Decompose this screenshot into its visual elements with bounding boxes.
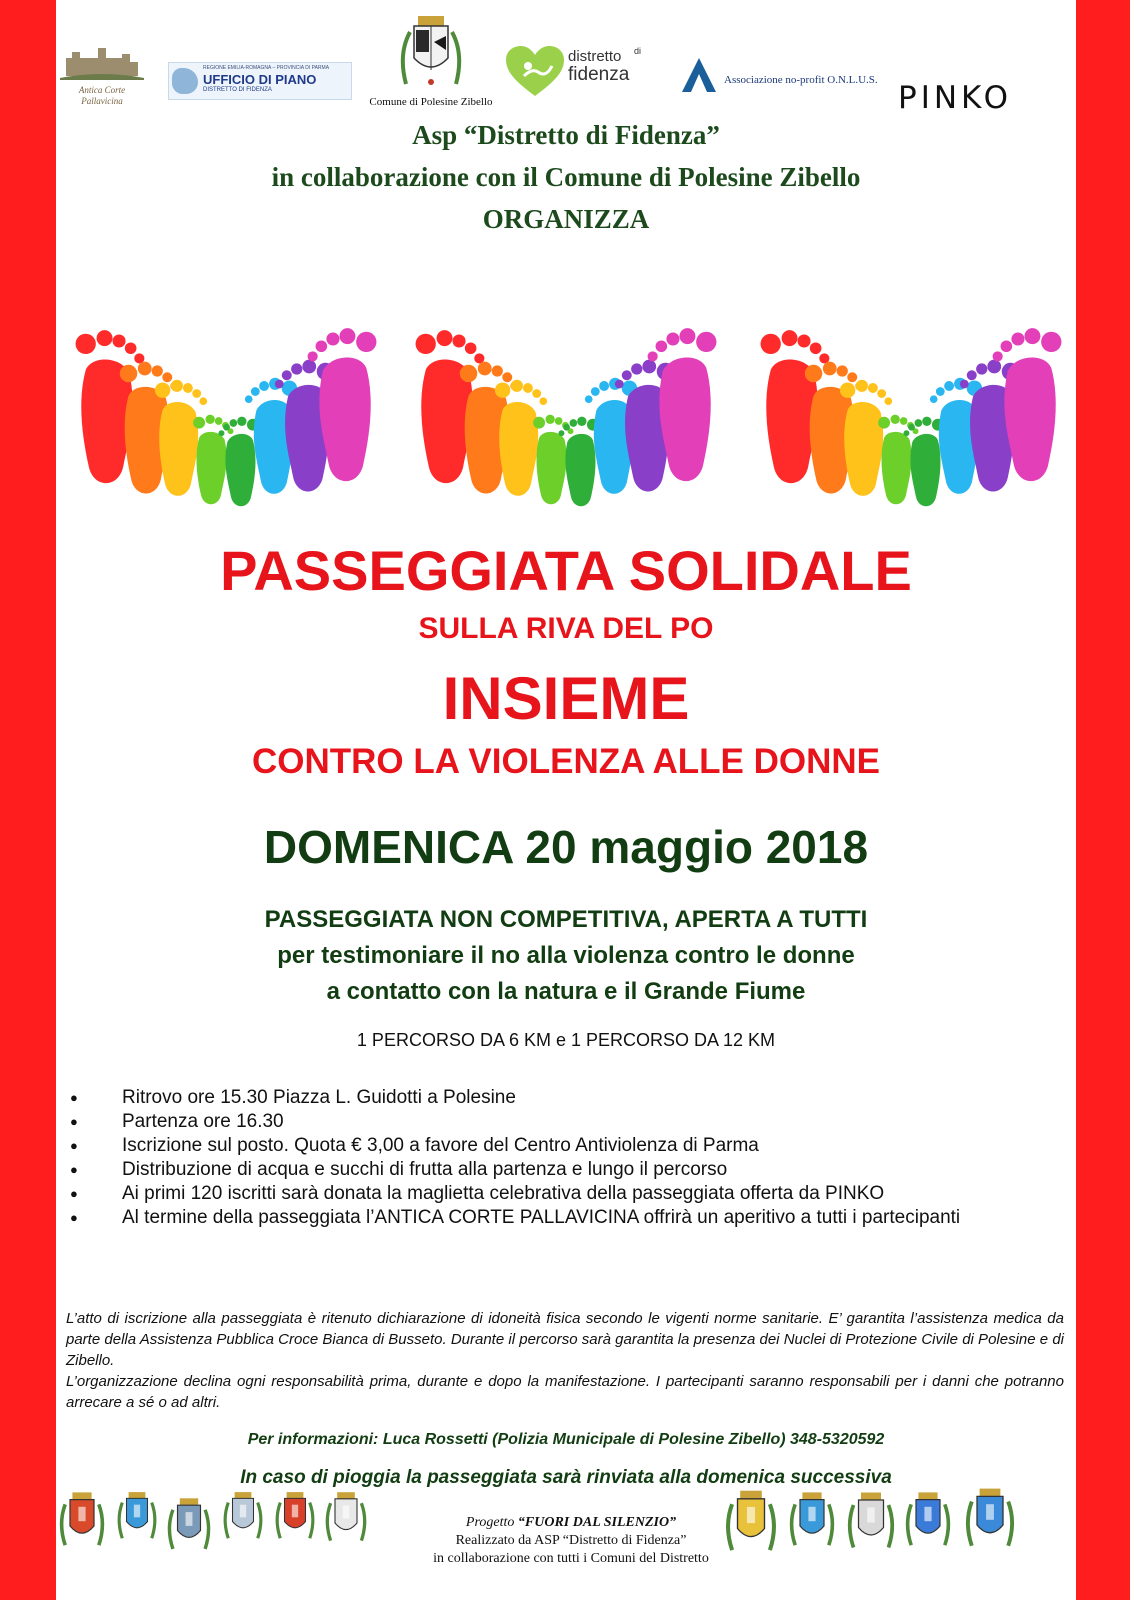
municipal-crest-icon	[274, 1490, 316, 1548]
list-item	[66, 1206, 1066, 1230]
footer-line3: in collaborazione con tutti i Comuni del Distretto	[433, 1551, 709, 1566]
event-contro: CONTRO LA VIOLENZA ALLE DONNE	[251, 742, 881, 781]
heart-icon	[506, 46, 564, 98]
organizer-line2: in collaborazione con il Comune di Polesine Zibello	[271, 162, 861, 192]
triangle-a-icon	[680, 56, 718, 94]
list-item	[66, 1110, 1066, 1134]
list-item	[66, 1086, 1066, 1110]
associazione-logo	[680, 54, 878, 98]
event-date: DOMENICA 20 maggio 2018	[263, 821, 869, 873]
distretto-fidenza: fidenza	[568, 64, 630, 85]
organizer-line1: Asp “Distretto di Fidenza”	[412, 120, 720, 150]
bullet-icon: ●	[70, 1186, 78, 1201]
ufficio-small-text: REGIONE EMILIA-ROMAGNA – PROVINCIA DI PARMA	[203, 65, 330, 71]
ufficio-map-icon	[172, 68, 198, 94]
distretto-di: di	[634, 46, 642, 56]
event-desc1: PASSEGGIATA NON COMPETITIVA, APERTA A TUTTI	[264, 906, 868, 933]
municipal-crest-icon	[964, 1486, 1016, 1556]
ufficio-title: UFFICIO DI PIANO	[203, 72, 317, 87]
distretto-word: distretto	[568, 48, 622, 65]
footer-line2: Realizzato da ASP “Distretto di Fidenza”	[455, 1533, 687, 1548]
event-title: PASSEGGIATA SOLIDALE	[220, 539, 912, 602]
bullet-icon: ●	[70, 1114, 78, 1129]
info-list	[66, 1086, 1066, 1230]
municipal-crest-icon	[324, 1490, 368, 1550]
organizer-line3: ORGANIZZA	[482, 204, 650, 234]
list-item	[66, 1158, 1066, 1182]
footer-text	[376, 1514, 766, 1568]
footer-progetto	[376, 1514, 766, 1532]
note-paragraph-1: L’atto di iscrizione alla passeggiata è ritenuto dichiarazione di idoneità fisica secondo le vigenti norme sanitarie. E’ garantita l’assistenza medica da parte della Assistenza Pubblica Croce Bianca di Busseto. Durante il percorso sarà garantita la presenza dei Nuclei di Protezione Civile di Polesine e di Zibello.	[66, 1310, 1064, 1369]
municipal-crest-icon	[116, 1490, 158, 1548]
progetto-label: Progetto	[465, 1515, 515, 1530]
antica-corte-line1: Antica Corte	[78, 85, 126, 95]
event-subtitle: SULLA RIVA DEL PO	[418, 612, 714, 645]
municipal-crest-icon	[846, 1490, 896, 1558]
municipal-crest-icon	[222, 1490, 264, 1548]
list-item-text: Partenza ore 16.30	[122, 1111, 284, 1132]
list-item-text: Ritrovo ore 15.30 Piazza L. Guidotti a Polesine	[122, 1087, 516, 1108]
footprints-illustration	[56, 298, 1076, 518]
list-item	[66, 1134, 1066, 1158]
event-desc2: per testimoniare il no alla violenza contro le donne	[277, 942, 855, 969]
municipal-crest-icon	[904, 1490, 952, 1555]
municipal-crest-icon	[58, 1490, 106, 1555]
comune-caption: Comune di Polesine Zibello	[369, 96, 493, 108]
info-contact: Per informazioni: Luca Rossetti (Polizia Municipale di Polesine Zibello) 348-5320592	[247, 1431, 885, 1448]
associazione-text: Associazione no-profit O.N.L.U.S.	[724, 74, 878, 86]
municipal-crest-icon	[166, 1496, 212, 1559]
list-item	[66, 1182, 1066, 1206]
note-paragraph-2: L’organizzazione declina ogni responsabilità prima, durante e dopo la manifestazione. I partecipanti saranno responsabili per i danni che potranno arrecare a sé o ad altri.	[66, 1373, 1064, 1411]
bullet-icon: ●	[70, 1210, 78, 1225]
comune-crest-icon	[396, 14, 466, 90]
list-item-text: Ai primi 120 iscritti sarà donata la maglietta celebrativa della passeggiata offerta da PINKO	[122, 1183, 885, 1204]
castle-icon	[58, 40, 146, 80]
ufficio-piano-logo	[168, 62, 352, 100]
distretto-fidenza-logo	[506, 40, 646, 102]
bullet-icon: ●	[70, 1162, 78, 1177]
ufficio-sub: DISTRETTO DI FIDENZA	[203, 87, 272, 93]
event-percorsi: 1 PERCORSO DA 6 KM e 1 PERCORSO DA 12 KM	[356, 1030, 776, 1050]
bullet-icon: ●	[70, 1138, 78, 1153]
municipal-crest-icon	[788, 1490, 836, 1555]
event-desc3: a contatto con la natura e il Grande Fiume	[326, 978, 806, 1005]
progetto-name: “FUORI DAL SILENZIO”	[517, 1515, 677, 1530]
list-item-text: Distribuzione di acqua e succhi di frutta alla partenza e lungo il percorso	[122, 1159, 728, 1180]
rain-notice: In caso di pioggia la passeggiata sarà rinviata alla domenica successiva	[240, 1467, 892, 1488]
comune-logo	[336, 14, 526, 110]
antica-corte-line2: Pallavicina	[81, 96, 123, 106]
list-item-text: Al termine della passeggiata l’ANTICA CORTE PALLAVICINA offrirà un aperitivo a tutti i partecipanti	[122, 1207, 961, 1228]
event-insieme: INSIEME	[442, 665, 690, 732]
municipal-crest-icon	[724, 1488, 778, 1561]
poster-page	[56, 0, 1076, 1600]
antica-corte-logo	[58, 40, 146, 106]
list-item-text: Iscrizione sul posto. Quota € 3,00 a favore del Centro Antiviolenza di Parma	[122, 1135, 759, 1156]
pinko-logo: PINKO	[898, 80, 1013, 116]
bullet-icon: ●	[70, 1090, 78, 1105]
